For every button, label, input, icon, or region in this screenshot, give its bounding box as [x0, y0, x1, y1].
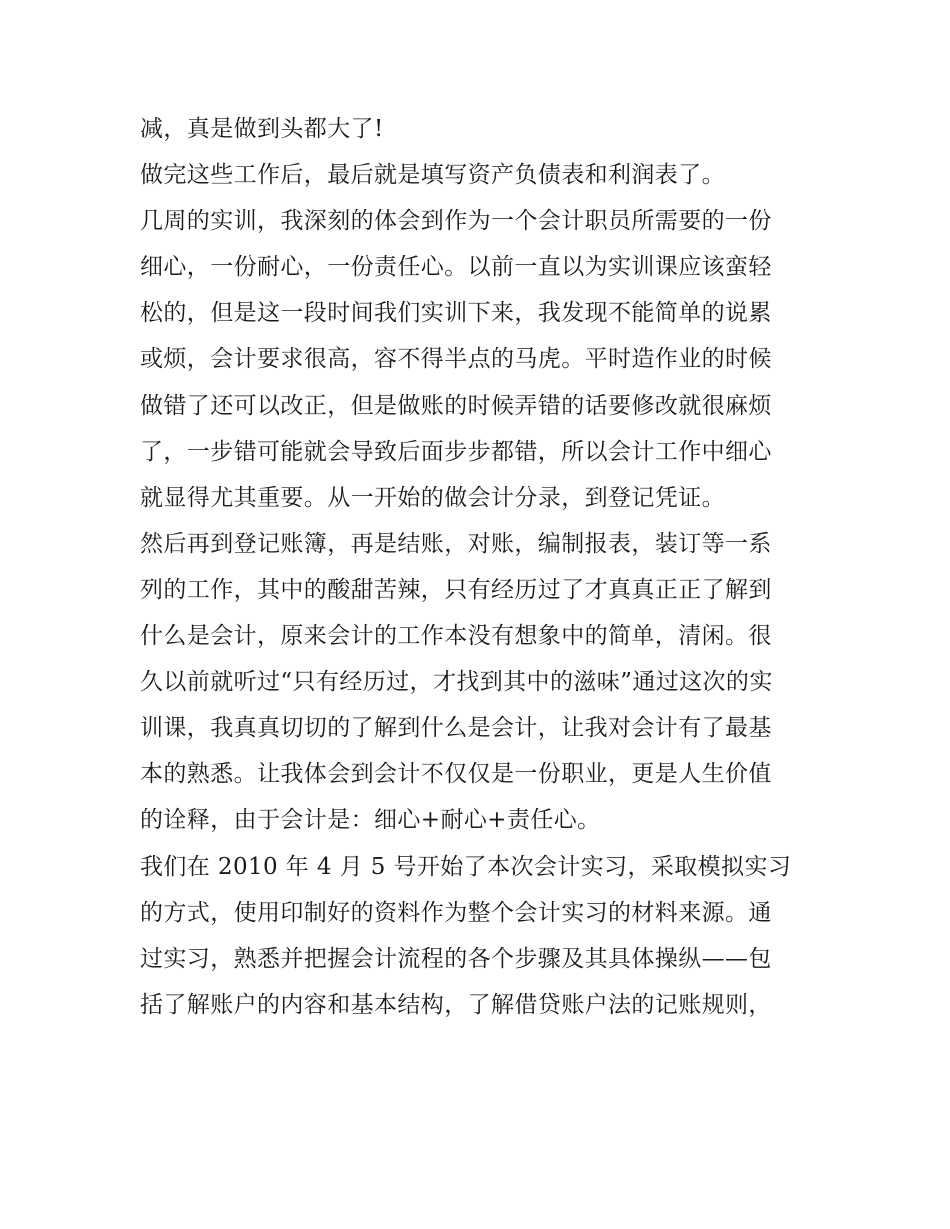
text-line: 列的工作，其中的酸甜苦辣，只有经历过了才真真正正了解到	[140, 576, 772, 603]
text-line: 我们在 2010 年 4 月 5 号开始了本次会计实习，采取模拟实习	[140, 853, 792, 880]
text-line: 做完这些工作后，最后就是填写资产负债表和利润表了。	[140, 162, 725, 189]
text-line: 过实习，熟悉并把握会计流程的各个步骤及其具体操纵——包	[140, 945, 772, 972]
text-line: 然后再到登记账簿，再是结账，对账，编制报表，装订等一系	[140, 530, 772, 557]
text-line: 本的熟悉。让我体会到会计不仅仅是一份职业，更是人生价值	[140, 761, 772, 788]
text-line: 就显得尤其重要。从一开始的做会计分录，到登记凭证。	[140, 484, 725, 511]
body-text	[140, 106, 820, 1028]
text-line: 的方式，使用印制好的资料作为整个会计实习的材料来源。通	[140, 899, 772, 926]
text-line: 减，真是做到头都大了!	[140, 116, 384, 142]
text-line: 的诠释，由于会计是：细心+耐心+责任心。	[140, 807, 601, 834]
text-line: 什么是会计，原来会计的工作本没有想象中的简单，清闲。很	[140, 623, 772, 650]
text-line: 几周的实训，我深刻的体会到作为一个会计职员所需要的一份	[140, 208, 772, 235]
text-line: 松的，但是这一段时间我们实训下来，我发现不能简单的说累	[140, 300, 772, 327]
text-line: 了，一步错可能就会导致后面步步都错，所以会计工作中细心	[140, 438, 772, 465]
text-line: 做错了还可以改正，但是做账的时候弄错的话要修改就很麻烦	[140, 392, 772, 419]
text-line: 细心，一份耐心，一份责任心。以前一直以为实训课应该蛮轻	[140, 254, 772, 281]
text-line: 括了解账户的内容和基本结构，了解借贷账户法的记账规则，	[140, 991, 772, 1018]
text-line: 训课，我真真切切的了解到什么是会计，让我对会计有了最基	[140, 715, 772, 742]
text-line: 久以前就听过“只有经历过，才找到其中的滋味”通过这次的实	[140, 669, 773, 696]
text-line: 或烦，会计要求很高，容不得半点的马虎。平时造作业的时候	[140, 346, 772, 373]
